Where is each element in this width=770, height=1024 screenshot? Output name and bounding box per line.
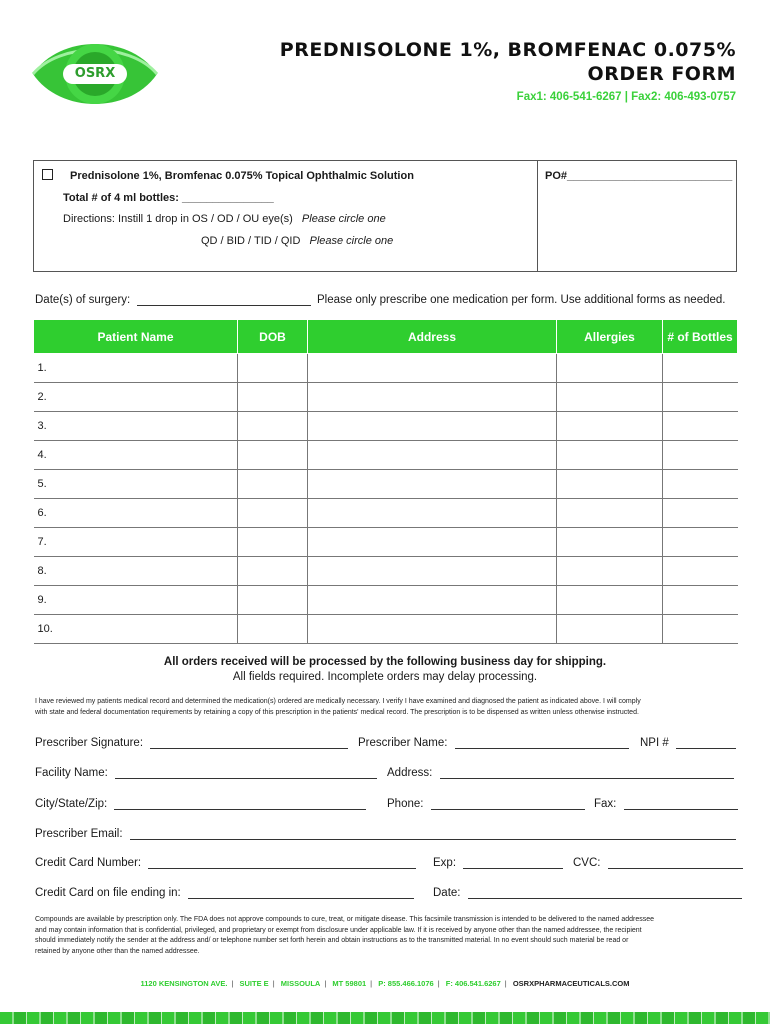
patient-name-cell[interactable]: 9. [34, 586, 238, 615]
attestation-line-1: I have reviewed my patients medical record and determined the medication(s) ordered are medically necessary. I verify I have examined and diagnosed the patient as indicated above. I will comply [35, 698, 641, 705]
npi-label: NPI # [640, 737, 669, 749]
signature-line[interactable] [150, 738, 348, 749]
patient-table [33, 319, 737, 644]
npi-field[interactable] [640, 737, 736, 749]
allergies-cell[interactable] [557, 586, 663, 615]
disclaimer-line-3: should immediately notify the sender at the address and/ or telephone number set forth herein and obtain instructions as to the transmitted material. In no event should such material be read or [35, 937, 629, 944]
table-header-row [34, 320, 738, 354]
patient-name-cell[interactable]: 2. [34, 383, 238, 412]
directions-text: Directions: Instill 1 drop in OS / OD / OU eye(s) [63, 213, 293, 225]
surgery-date-line[interactable] [137, 295, 311, 306]
disclaimer [35, 915, 740, 957]
address-cell[interactable] [308, 412, 557, 441]
prescriber-signature-field[interactable] [35, 737, 348, 749]
city-line[interactable] [114, 799, 366, 810]
logo-text: OSRX [74, 66, 116, 81]
disclaimer-line-2: and may contain information that is confidential, privileged, and proprietary or exempt from disclosure under applicable law. If it is received by anyone other than the named addressee, the recipient [35, 926, 642, 934]
patient-name-cell[interactable]: 6. [34, 499, 238, 528]
surgery-date-label: Date(s) of surgery: [35, 294, 131, 306]
title-line-2: ORDER FORM [587, 63, 736, 85]
bottles-cell[interactable] [663, 499, 738, 528]
directions-label [63, 213, 386, 225]
allergies-cell[interactable] [557, 557, 663, 586]
fax-field[interactable] [594, 798, 738, 810]
table-row [34, 412, 738, 441]
fax-label: Fax: [594, 798, 617, 810]
table-row [34, 615, 738, 644]
cc-number-line[interactable] [148, 858, 416, 869]
npi-line[interactable] [676, 738, 736, 749]
header-address: Address [308, 320, 557, 354]
footer-suite: SUITE E [239, 979, 269, 988]
required-line: All fields required. Incomplete orders may delay processing. [232, 671, 538, 683]
bottles-cell[interactable] [663, 412, 738, 441]
dob-cell[interactable] [238, 441, 308, 470]
dob-cell[interactable] [238, 586, 308, 615]
credit-card-number-field[interactable] [35, 857, 416, 869]
allergies-cell[interactable] [557, 441, 663, 470]
footer-contact: 1120 KENSINGTON AVE. | SUITE E | MISSOULA | MT 59801 | P: 855.466.1076 | F: 406.541.6267 | OSRXPHARMACEUTICALS.COM [140, 979, 630, 988]
table-row [34, 557, 738, 586]
cvc-line[interactable] [608, 858, 743, 869]
address-cell[interactable] [308, 383, 557, 412]
address-cell[interactable] [308, 470, 557, 499]
dob-cell[interactable] [238, 499, 308, 528]
medication-name: Prednisolone 1%, Bromfenac 0.075% Topical Ophthalmic Solution [70, 170, 414, 182]
address-line[interactable] [440, 768, 734, 779]
facility-line[interactable] [115, 768, 377, 779]
header-dob: DOB [238, 320, 308, 354]
city-label: City/State/Zip: [35, 798, 108, 810]
address-cell[interactable] [308, 586, 557, 615]
osrx-logo [30, 32, 160, 116]
address-field[interactable] [387, 767, 734, 779]
footer-phone: P: 855.466.1076 [378, 979, 434, 988]
prescriber-name-label: Prescriber Name: [358, 737, 448, 749]
header-patient-name: Patient Name [34, 320, 238, 354]
bottles-field[interactable]: Total # of 4 ml bottles: _______________ [63, 192, 274, 204]
patient-name-cell[interactable]: 3. [34, 412, 238, 441]
patient-name-cell[interactable]: 4. [34, 441, 238, 470]
fax-numbers: Fax1: 406-541-6267 | Fax2: 406-493-0757 [516, 91, 736, 103]
bottles-cell[interactable] [663, 557, 738, 586]
cc-ending-label: Credit Card on file ending in: [35, 887, 181, 899]
prescriber-name-field[interactable] [358, 737, 629, 749]
dob-cell[interactable] [238, 354, 308, 383]
footer-fax: F: 406.541.6267 [445, 979, 501, 988]
allergies-cell[interactable] [557, 615, 663, 644]
dob-cell[interactable] [238, 528, 308, 557]
fax-line[interactable] [624, 799, 738, 810]
credit-card-ending-field[interactable] [35, 887, 414, 899]
allergies-cell[interactable] [557, 383, 663, 412]
bottles-cell[interactable] [663, 441, 738, 470]
address-cell[interactable] [308, 499, 557, 528]
signature-label: Prescriber Signature: [35, 737, 144, 749]
disclaimer-line-1: Compounds are available by prescription only. The FDA does not approve compounds to cure, treat, or mitigate disease. This facsimile transmission is intended to be delivered to the named addressee [35, 916, 655, 923]
facility-name-field[interactable] [35, 767, 377, 779]
date-label: Date: [433, 887, 461, 899]
patient-name-cell[interactable]: 5. [34, 470, 238, 499]
directions-hint: Please circle one [301, 213, 386, 225]
frequency-text[interactable]: QD / BID / TID / QID [201, 235, 301, 247]
table-row [34, 383, 738, 412]
allergies-cell[interactable] [557, 528, 663, 557]
frequency-hint: Please circle one [309, 235, 394, 247]
prescriber-email-field[interactable] [35, 828, 736, 840]
bottles-cell[interactable] [663, 383, 738, 412]
dob-cell[interactable] [238, 383, 308, 412]
attestation-line-2: with state and federal documentation requirements by retaining a copy of this prescription in the patients' medical record. The prescription is to be dispensed as written unless otherwise instructed. [35, 708, 639, 716]
patient-name-cell[interactable]: 7. [34, 528, 238, 557]
exp-field[interactable] [433, 857, 563, 869]
title-line-1: PREDNISOLONE 1%, BROMFENAC 0.075% [279, 39, 736, 61]
cvc-label: CVC: [573, 857, 601, 869]
address-cell[interactable] [308, 441, 557, 470]
bottles-cell[interactable] [663, 615, 738, 644]
medication-box [33, 160, 737, 272]
date-line[interactable] [468, 888, 742, 899]
phone-line[interactable] [431, 799, 585, 810]
city-state-zip-field[interactable] [35, 798, 366, 810]
address-cell[interactable] [308, 354, 557, 383]
allergies-cell[interactable] [557, 354, 663, 383]
footer-street: 1120 KENSINGTON AVE. [140, 979, 228, 988]
footer-state: MT 59801 [332, 979, 367, 988]
frequency-label [201, 235, 393, 247]
allergies-cell[interactable] [557, 470, 663, 499]
po-field[interactable]: PO#___________________________ [545, 170, 733, 182]
dob-cell[interactable] [238, 470, 308, 499]
address-cell[interactable] [308, 557, 557, 586]
one-medication-note: Please only prescribe one medication per form. Use additional forms as needed. [317, 294, 726, 306]
bottom-accent-bar [0, 1012, 770, 1024]
table-row [34, 586, 738, 615]
exp-label: Exp: [433, 857, 457, 869]
cc-number-label: Credit Card Number: [35, 857, 142, 869]
footer-city: MISSOULA [280, 979, 321, 988]
patient-name-cell[interactable]: 8. [34, 557, 238, 586]
allergies-cell[interactable] [557, 499, 663, 528]
bottles-cell[interactable] [663, 354, 738, 383]
table-row [34, 499, 738, 528]
table-row [34, 441, 738, 470]
date-field[interactable] [433, 887, 742, 899]
header-bottles: # of Bottles [663, 320, 738, 354]
table-row [34, 470, 738, 499]
phone-label: Phone: [387, 798, 424, 810]
table-row [34, 354, 738, 383]
dob-cell[interactable] [238, 615, 308, 644]
bottles-cell[interactable] [663, 528, 738, 557]
footer-website[interactable]: OSRXPHARMACEUTICALS.COM [512, 979, 630, 988]
bottles-cell[interactable] [663, 586, 738, 615]
address-cell[interactable] [308, 615, 557, 644]
address-label: Address: [387, 767, 433, 779]
bottles-cell[interactable] [663, 470, 738, 499]
email-label: Prescriber Email: [35, 828, 123, 840]
dob-cell[interactable] [238, 412, 308, 441]
patient-name-cell[interactable]: 10. [34, 615, 238, 644]
address-cell[interactable] [308, 528, 557, 557]
medication-checkbox[interactable] [42, 169, 53, 180]
box-divider [537, 161, 538, 271]
cc-ending-line[interactable] [188, 888, 414, 899]
header-allergies: Allergies [557, 320, 663, 354]
allergies-cell[interactable] [557, 412, 663, 441]
dob-cell[interactable] [238, 557, 308, 586]
cvc-field[interactable] [573, 857, 743, 869]
exp-line[interactable] [463, 858, 563, 869]
facility-label: Facility Name: [35, 767, 108, 779]
phone-field[interactable] [387, 798, 585, 810]
prescriber-name-line[interactable] [455, 738, 629, 749]
surgery-date-field[interactable] [35, 294, 311, 306]
table-row [34, 528, 738, 557]
patient-name-cell[interactable]: 1. [34, 354, 238, 383]
email-line[interactable] [130, 829, 736, 840]
disclaimer-line-4: retained by anyone other than the named addressee. [35, 947, 200, 955]
attestation [35, 697, 740, 718]
processing-line: All orders received will be processed by the following business day for shipping. [163, 656, 607, 668]
processing-notice [0, 656, 770, 683]
page-title [280, 38, 736, 86]
